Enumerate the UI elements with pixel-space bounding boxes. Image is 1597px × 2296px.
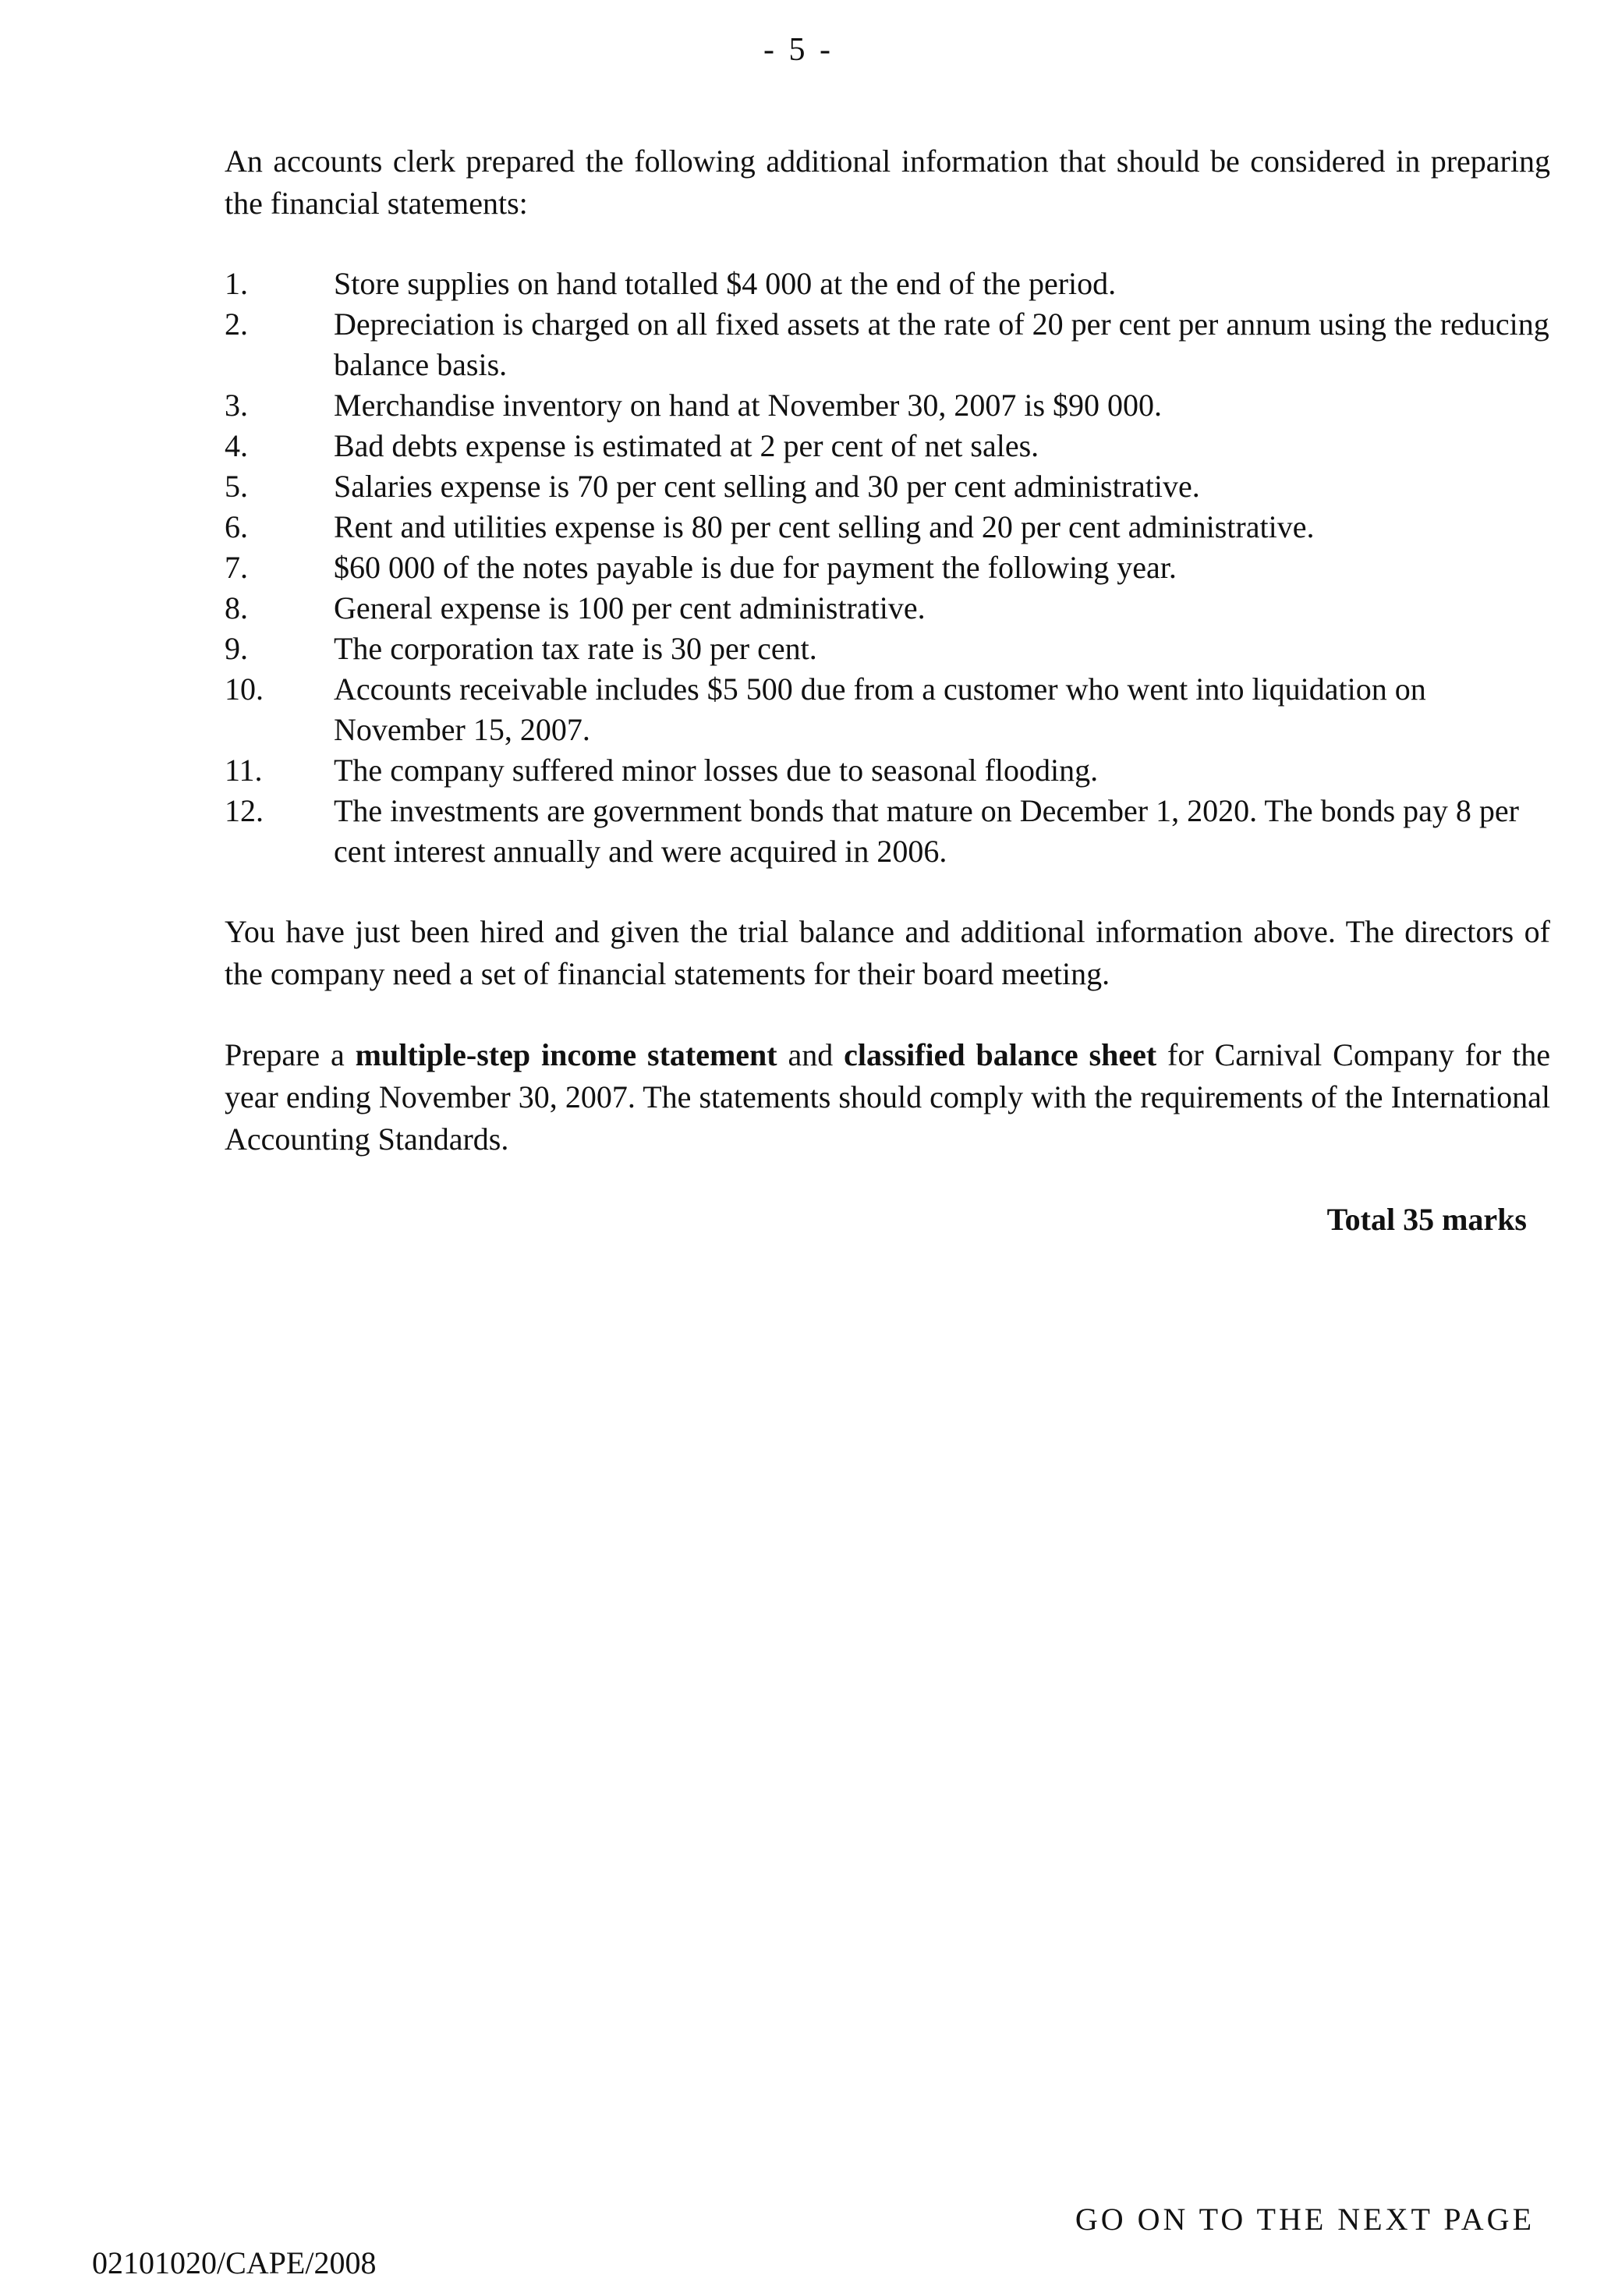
page-content xyxy=(225,140,1550,1238)
item-text: Salaries expense is 70 per cent selling and 30 per cent administrative. xyxy=(334,469,1200,504)
instruction-post: for Carnival Company for the year ending November 30, 2007. The statements should comply with the requirements of the International Accounting Standards. xyxy=(225,1037,1550,1157)
additional-info-list xyxy=(225,264,1550,872)
list-item xyxy=(225,750,1550,791)
instruction-bold-balance-sheet: classified balance sheet xyxy=(844,1037,1157,1072)
item-text: The company suffered minor losses due to seasonal flooding. xyxy=(334,753,1099,788)
list-item xyxy=(225,547,1550,588)
item-number: 2. xyxy=(225,306,248,342)
item-number: 5. xyxy=(225,469,248,504)
total-marks: Total 35 marks xyxy=(1326,1202,1527,1237)
item-number: 7. xyxy=(225,550,248,585)
list-item xyxy=(225,385,1550,426)
item-text: General expense is 100 per cent administrative. xyxy=(334,590,926,625)
item-text: Bad debts expense is estimated at 2 per cent of net sales. xyxy=(334,428,1039,463)
list-item xyxy=(225,629,1550,669)
list-item xyxy=(225,669,1550,750)
item-text: $60 000 of the notes payable is due for payment the following year. xyxy=(334,550,1177,585)
context-paragraph: You have just been hired and given the trial balance and additional information above. The directors of the company need a set of financial statements for their board meeting. xyxy=(225,914,1550,991)
list-item xyxy=(225,304,1550,385)
list-item xyxy=(225,588,1550,629)
exam-code: 02101020/CAPE/2008 xyxy=(92,2245,377,2280)
item-number: 3. xyxy=(225,388,248,423)
intro-paragraph: An accounts clerk prepared the following additional information that should be considered in preparing the financial statements: xyxy=(225,144,1550,221)
instruction-pre: Prepare a xyxy=(225,1037,356,1072)
item-text: Store supplies on hand totalled $4 000 at the end of the period. xyxy=(334,266,1117,301)
instruction-bold-income-statement: multiple-step income statement xyxy=(355,1037,777,1072)
instruction-mid: and xyxy=(777,1037,845,1072)
list-item xyxy=(225,264,1550,304)
item-number: 4. xyxy=(225,428,248,463)
list-item xyxy=(225,426,1550,466)
list-item xyxy=(225,466,1550,507)
item-number: 6. xyxy=(225,509,248,544)
item-number: 8. xyxy=(225,590,248,625)
page-number: - 5 - xyxy=(763,32,834,68)
instruction-paragraph xyxy=(225,1034,1550,1160)
item-number: 9. xyxy=(225,631,248,666)
item-number: 11. xyxy=(225,753,263,788)
item-number: 10. xyxy=(225,671,264,707)
item-text: Accounts receivable includes $5 500 due from a customer who went into liquidation on November 15, 2007. xyxy=(334,671,1426,747)
item-number: 12. xyxy=(225,793,264,828)
item-text: The investments are government bonds that mature on December 1, 2020. The bonds pay 8 per cent interest annually and were acquired in 2006. xyxy=(334,793,1519,869)
list-item xyxy=(225,507,1550,547)
item-text: Rent and utilities expense is 80 per cent selling and 20 per cent administrative. xyxy=(334,509,1315,544)
go-on-next-page: GO ON TO THE NEXT PAGE xyxy=(1075,2202,1535,2237)
item-text: Merchandise inventory on hand at November 30, 2007 is $90 000. xyxy=(334,388,1163,423)
item-text: Depreciation is charged on all fixed assets at the rate of 20 per cent per annum using the reducing balance basis. xyxy=(334,306,1549,382)
list-item xyxy=(225,791,1550,872)
item-number: 1. xyxy=(225,266,248,301)
item-text: The corporation tax rate is 30 per cent. xyxy=(334,631,817,666)
